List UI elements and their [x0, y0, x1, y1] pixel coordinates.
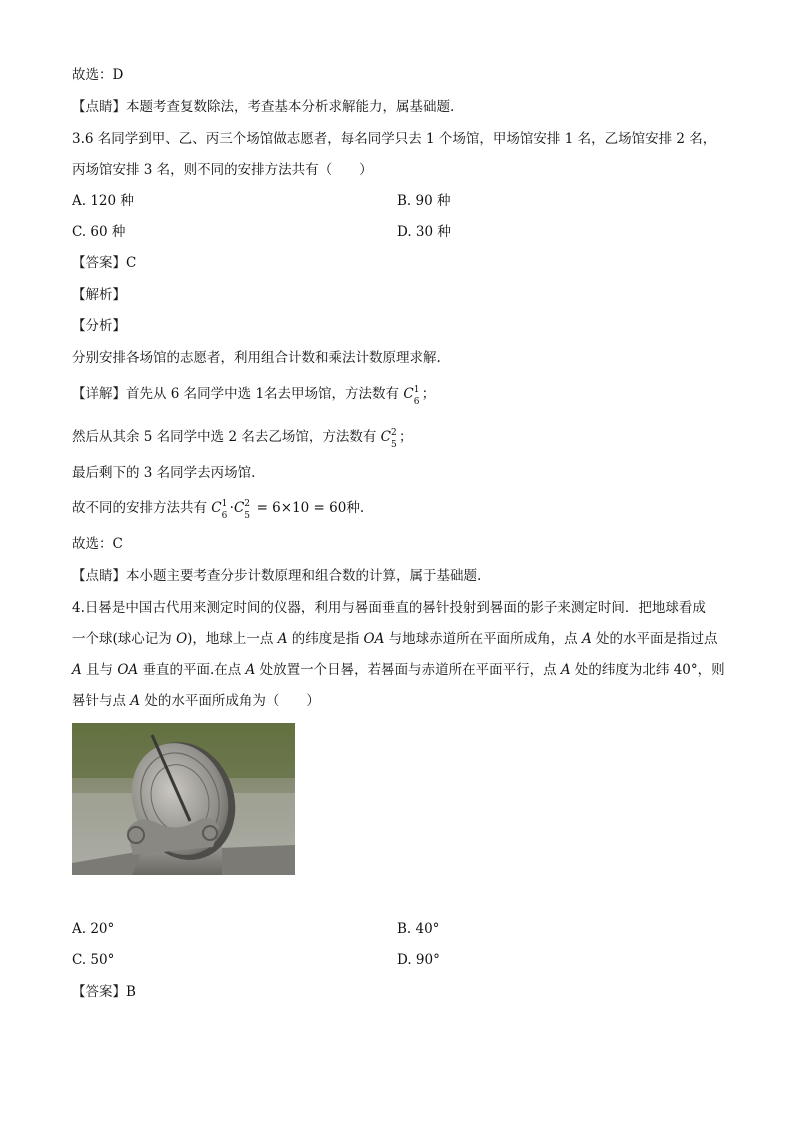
answer-tag: 【答案】	[72, 255, 126, 271]
q3-option-a: A. 120 种	[72, 193, 134, 209]
q3-detail-line2: 然后从其余 5 名同学中选 2 名去乙场馆，方法数有 C 2 5 ；	[72, 428, 413, 450]
q3-choice: 故选：C	[72, 536, 123, 552]
q3-fenxi-text: 分别安排各场馆的志愿者，利用组合计数和乘法计数原理求解.	[72, 350, 441, 366]
prev-comment	[72, 98, 454, 116]
q3-option-d: D. 30 种	[397, 224, 451, 240]
detail-tag: 【详解】	[72, 386, 126, 402]
q4-option-d: D. 90°	[397, 952, 440, 968]
q4-option-a: A. 20°	[72, 921, 115, 937]
comment-text: 本题考查复数除法，考查基本分析求解能力，属基础题.	[126, 99, 455, 115]
q3-detail-line3: 最后剩下的 3 名同学去丙场馆.	[72, 465, 256, 481]
q3-analysis-tag: 【解析】	[72, 287, 126, 303]
combination-c61: C 1 6	[403, 385, 420, 407]
sundial-photo	[72, 723, 295, 875]
q4-stem-line3: A 且与 OA 垂直的平面.在点 A 处放置一个日晷，若晷面与赤道所在平面平行，点 A 处的纬度为北纬 40°，则	[72, 662, 725, 678]
q3-stem-line1: 3.6 名同学到甲、乙、丙三个场馆做志愿者，每名同学只去 1 个场馆，甲场馆安排 1 名，乙场馆安排 2 名，	[72, 131, 717, 147]
q3-answer	[72, 254, 136, 272]
combination-product: C 1 6 ·C 2 5	[211, 499, 251, 521]
product-equation: = 6×10 = 60	[256, 500, 347, 516]
q3-option-b: B. 90 种	[397, 193, 451, 209]
q3-detail-line4: 故不同的安排方法共有 C 1 6 ·C 2 5 = 6×10 = 60种.	[72, 499, 365, 521]
answer-value: C	[126, 255, 137, 271]
q4-option-b: B. 40°	[397, 921, 440, 937]
detail-text-1: 首先从 6 名同学中选 1名去甲场馆，方法数有	[126, 386, 400, 402]
q4-answer: 【答案】B	[72, 984, 136, 1000]
q4-stem-line4: 晷针与点 A 处的水平面所成角为（ ）	[72, 693, 320, 709]
q3-fenxi-tag: 【分析】	[72, 318, 126, 334]
comment-tag: 【点睛】	[72, 99, 126, 115]
detail-text-2: 然后从其余 5 名同学中选 2 名去乙场馆，方法数有	[72, 429, 377, 445]
sundial-image	[72, 723, 295, 875]
q3-stem-line2: 丙场馆安排 3 名，则不同的安排方法共有（ ）	[72, 162, 373, 178]
prev-answer-choice: 故选：D	[72, 67, 124, 83]
q3-detail-line1: 【详解】首先从 6 名同学中选 1名去甲场馆，方法数有 C 1 6 ；	[72, 385, 436, 407]
q4-stem-line2: 一个球(球心记为 O)，地球上一点 A 的纬度是指 OA 与地球赤道所在平面所成角，点 A 处的水平面是指过点	[72, 631, 718, 647]
combination-c52: C 2 5	[380, 428, 397, 450]
q4-stem-line1: 4.日晷是中国古代用来测定时间的仪器，利用与晷面垂直的晷针投射到晷面的影子来测定时间．把地球看成	[72, 600, 706, 616]
q4-option-c: C. 50°	[72, 952, 115, 968]
q3-comment: 【点睛】本小题主要考查分步计数原理和组合数的计算，属于基础题.	[72, 568, 482, 584]
q3-option-c: C. 60 种	[72, 224, 126, 240]
